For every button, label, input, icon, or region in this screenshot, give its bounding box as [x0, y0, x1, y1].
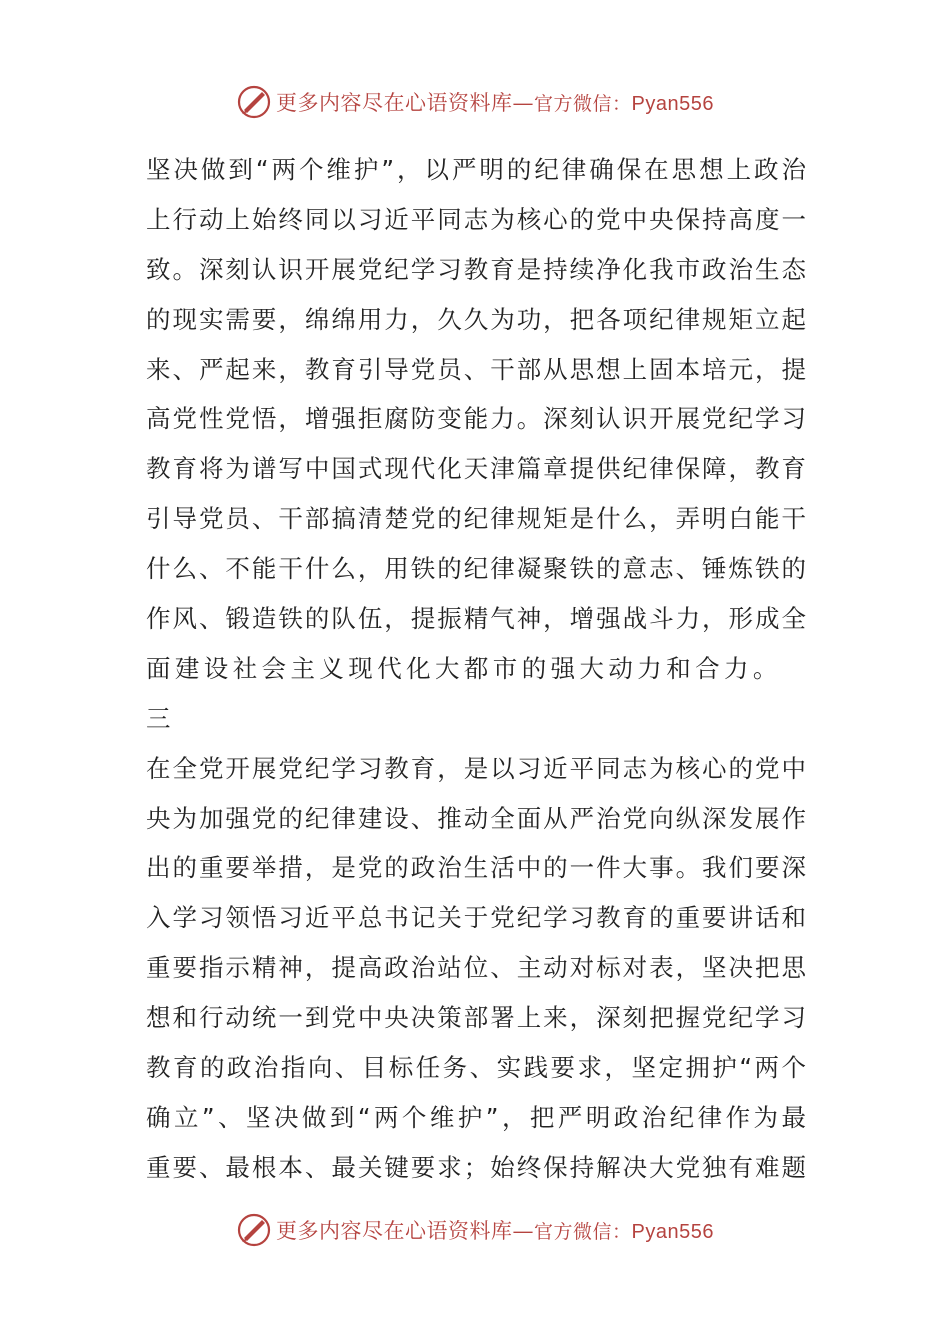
section-heading: 三	[146, 703, 171, 733]
footer-banner-text: 更多内容尽在心语资料库—官方微信：Pyan556	[276, 1219, 714, 1243]
header-banner	[0, 82, 950, 122]
text-line: 重要指示精神，提高政治站位、主动对标对表，坚决把思	[146, 953, 806, 983]
pen-logo-icon	[236, 1212, 272, 1248]
text-line: 入学习领悟习近平总书记关于党纪学习教育的重要讲话和	[146, 903, 806, 933]
text-line: 出的重要举措，是党的政治生活中的一件大事。我们要深	[146, 853, 806, 883]
text-line: 坚决做到“两个维护”，以严明的纪律确保在思想上政治	[146, 155, 806, 184]
text-line: 在全党开展党纪学习教育，是以习近平同志为核心的党中	[146, 753, 806, 783]
pen-logo-icon	[236, 84, 272, 120]
text-line: 面建设社会主义现代化大都市的强大动力和合力。	[146, 653, 782, 683]
text-line: 什么、不能干什么，用铁的纪律凝聚铁的意志、锤炼铁的	[146, 554, 806, 584]
document-body	[146, 145, 806, 1193]
text-line: 重要、最根本、最关键要求；始终保持解决大党独有难题	[146, 1152, 806, 1182]
text-line: 高党性党悟，增强拒腐防变能力。深刻认识开展党纪学习	[146, 404, 806, 434]
text-line: 上行动上始终同以习近平同志为核心的党中央保持高度一	[146, 204, 806, 234]
text-line: 教育的政治指向、目标任务、实践要求，坚定拥护“两个	[146, 1053, 806, 1083]
text-line: 作风、锻造铁的队伍，提振精气神，增强战斗力，形成全	[146, 604, 806, 634]
text-line: 来、严起来，教育引导党员、干部从思想上固本培元，提	[146, 354, 806, 384]
header-banner-text: 更多内容尽在心语资料库—官方微信：Pyan556	[276, 91, 714, 115]
paragraph-1	[146, 145, 806, 694]
text-line: 央为加强党的纪律建设、推动全面从严治党向纵深发展作	[146, 803, 806, 833]
text-line: 教育将为谱写中国式现代化天津篇章提供纪律保障，教育	[146, 454, 806, 484]
text-line: 确立”、坚决做到“两个维护”，把严明政治纪律作为最	[146, 1102, 806, 1132]
footer-banner	[0, 1210, 950, 1250]
text-line: 引导党员、干部搞清楚党的纪律规矩是什么，弄明白能干	[146, 504, 806, 534]
text-line: 想和行动统一到党中央决策部署上来，深刻把握党纪学习	[146, 1003, 806, 1033]
text-line: 致。深刻认识开展党纪学习教育是持续净化我市政治生态	[146, 254, 806, 284]
text-line: 的现实需要，绵绵用力，久久为功，把各项纪律规矩立起	[146, 304, 806, 334]
paragraph-2	[146, 744, 806, 1193]
